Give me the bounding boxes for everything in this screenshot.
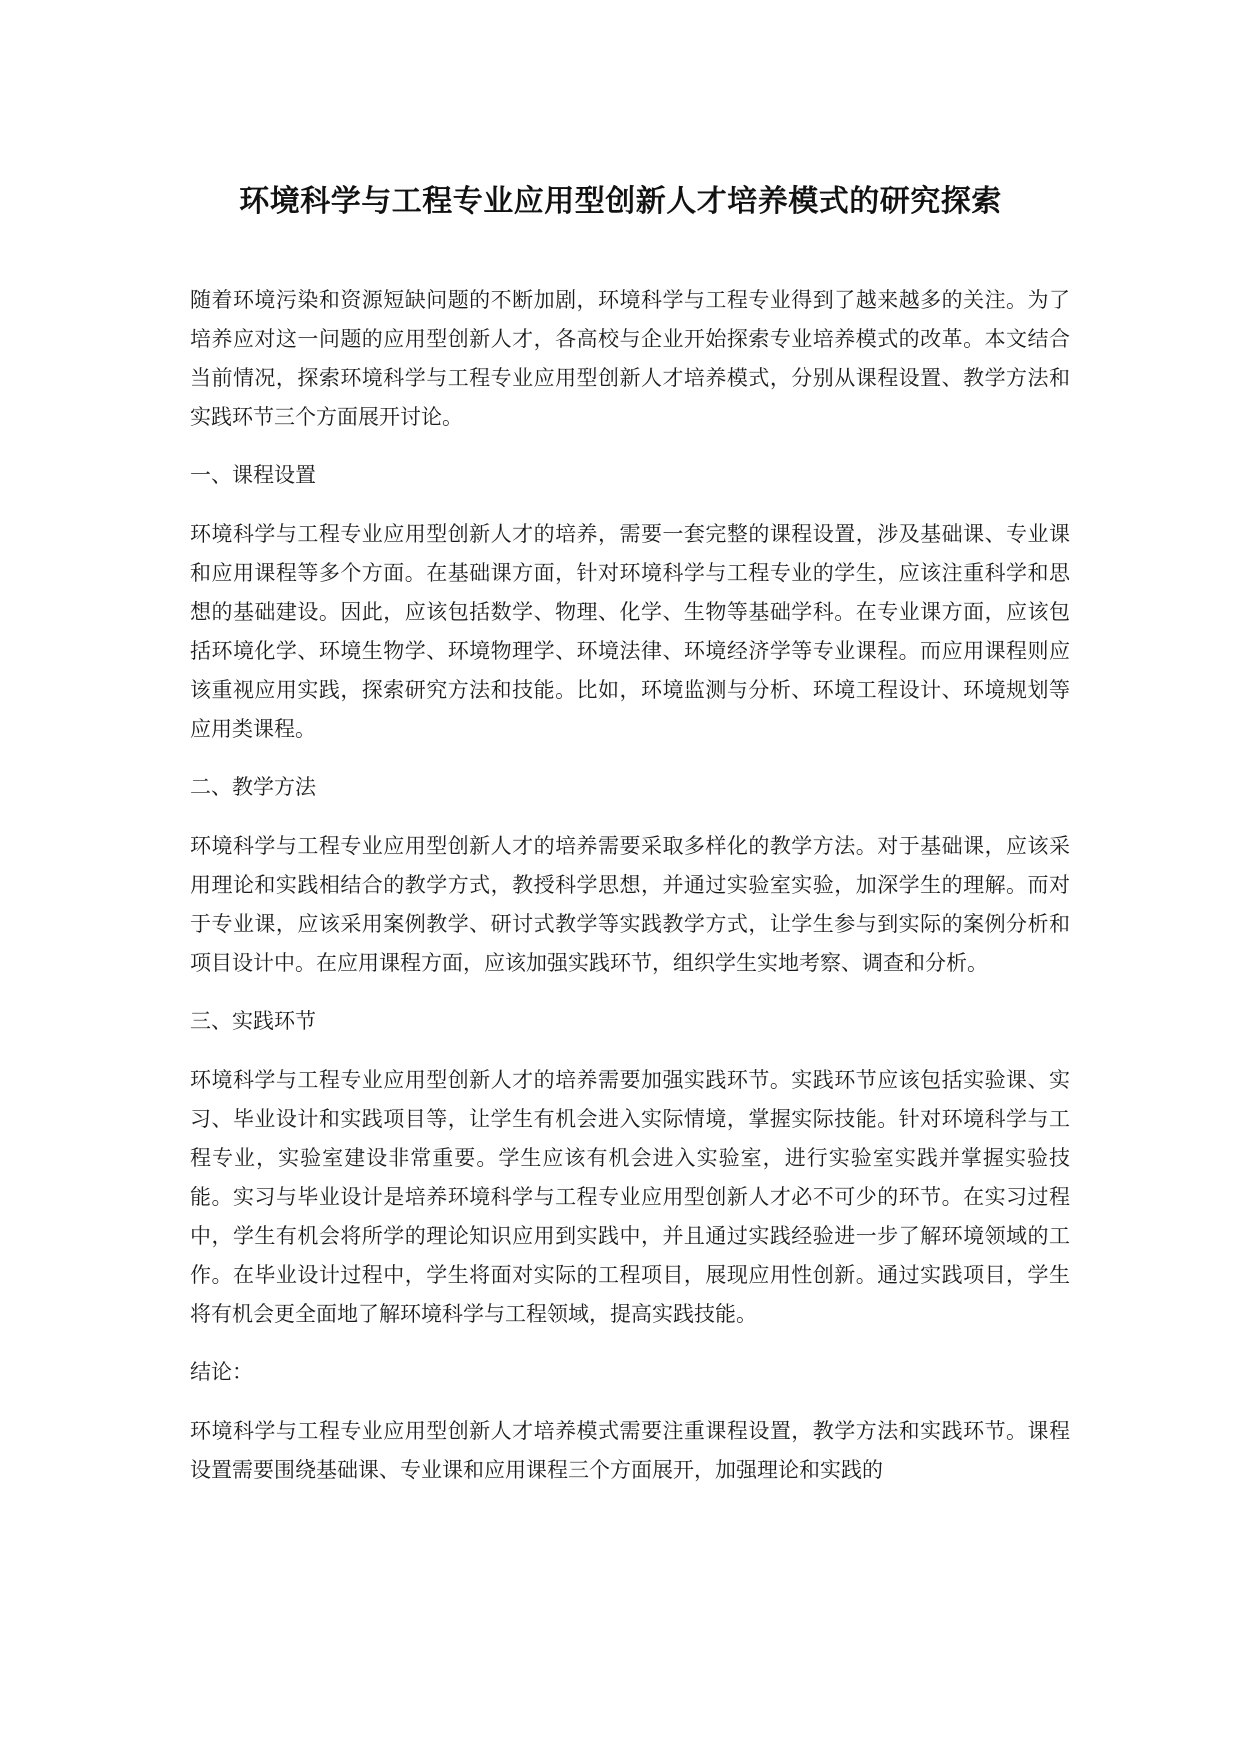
- document-title: 环境科学与工程专业应用型创新人才培养模式的研究探索: [239, 184, 1002, 219]
- intro-paragraph: 随着环境污染和资源短缺问题的不断加剧，环境科学与工程专业得到了越来越多的关注。为了培养应对这一问题的应用型创新人才，各高校与企业开始探索专业培养模式的改革。本文结合当前情况，探索环境科学与工程专业应用型创新人才培养模式，分别从课程设置、教学方法和实践环节三个方面展开讨论。: [190, 288, 1070, 429]
- section-heading-teaching-methods: 二、教学方法: [190, 775, 316, 799]
- section-body-practice: 环境科学与工程专业应用型创新人才的培养需要加强实践环节。实践环节应该包括实验课、实习、毕业设计和实践项目等，让学生有机会进入实际情境，掌握实际技能。针对环境科学与工程专业，实验室建设非常重要。学生应该有机会进入实验室，进行实验室实践并掌握实验技能。实习与毕业设计是培养环境科学与工程专业应用型创新人才必不可少的环节。在实习过程中，学生有机会将所学的理论知识应用到实践中，并且通过实践经验进一步了解环境领域的工作。在毕业设计过程中，学生将面对实际的工程项目，展现应用性创新。通过实践项目，学生将有机会更全面地了解环境科学与工程领域，提高实践技能。: [190, 1068, 1070, 1326]
- section-heading-curriculum: 一、课程设置: [190, 463, 316, 487]
- section-heading-practice: 三、实践环节: [190, 1009, 316, 1033]
- section-heading-conclusion: 结论：: [190, 1360, 253, 1384]
- section-body-teaching-methods: 环境科学与工程专业应用型创新人才的培养需要采取多样化的教学方法。对于基础课，应该采用理论和实践相结合的教学方式，教授科学思想，并通过实验室实验，加深学生的理解。而对于专业课，应该采用案例教学、研讨式教学等实践教学方式，让学生参与到实际的案例分析和项目设计中。在应用课程方面，应该加强实践环节，组织学生实地考察、调查和分析。: [190, 834, 1070, 975]
- section-body-curriculum: 环境科学与工程专业应用型创新人才的培养，需要一套完整的课程设置，涉及基础课、专业课和应用课程等多个方面。在基础课方面，针对环境科学与工程专业的学生，应该注重科学和思想的基础建设。因此，应该包括数学、物理、化学、生物等基础学科。在专业课方面，应该包括环境化学、环境生物学、环境物理学、环境法律、环境经济学等专业课程。而应用课程则应该重视应用实践，探索研究方法和技能。比如，环境监测与分析、环境工程设计、环境规划等应用类课程。: [190, 522, 1070, 741]
- section-body-conclusion: 环境科学与工程专业应用型创新人才培养模式需要注重课程设置，教学方法和实践环节。课程设置需要围绕基础课、专业课和应用课程三个方面展开，加强理论和实践的: [190, 1419, 1070, 1482]
- document-body: [190, 281, 1070, 1509]
